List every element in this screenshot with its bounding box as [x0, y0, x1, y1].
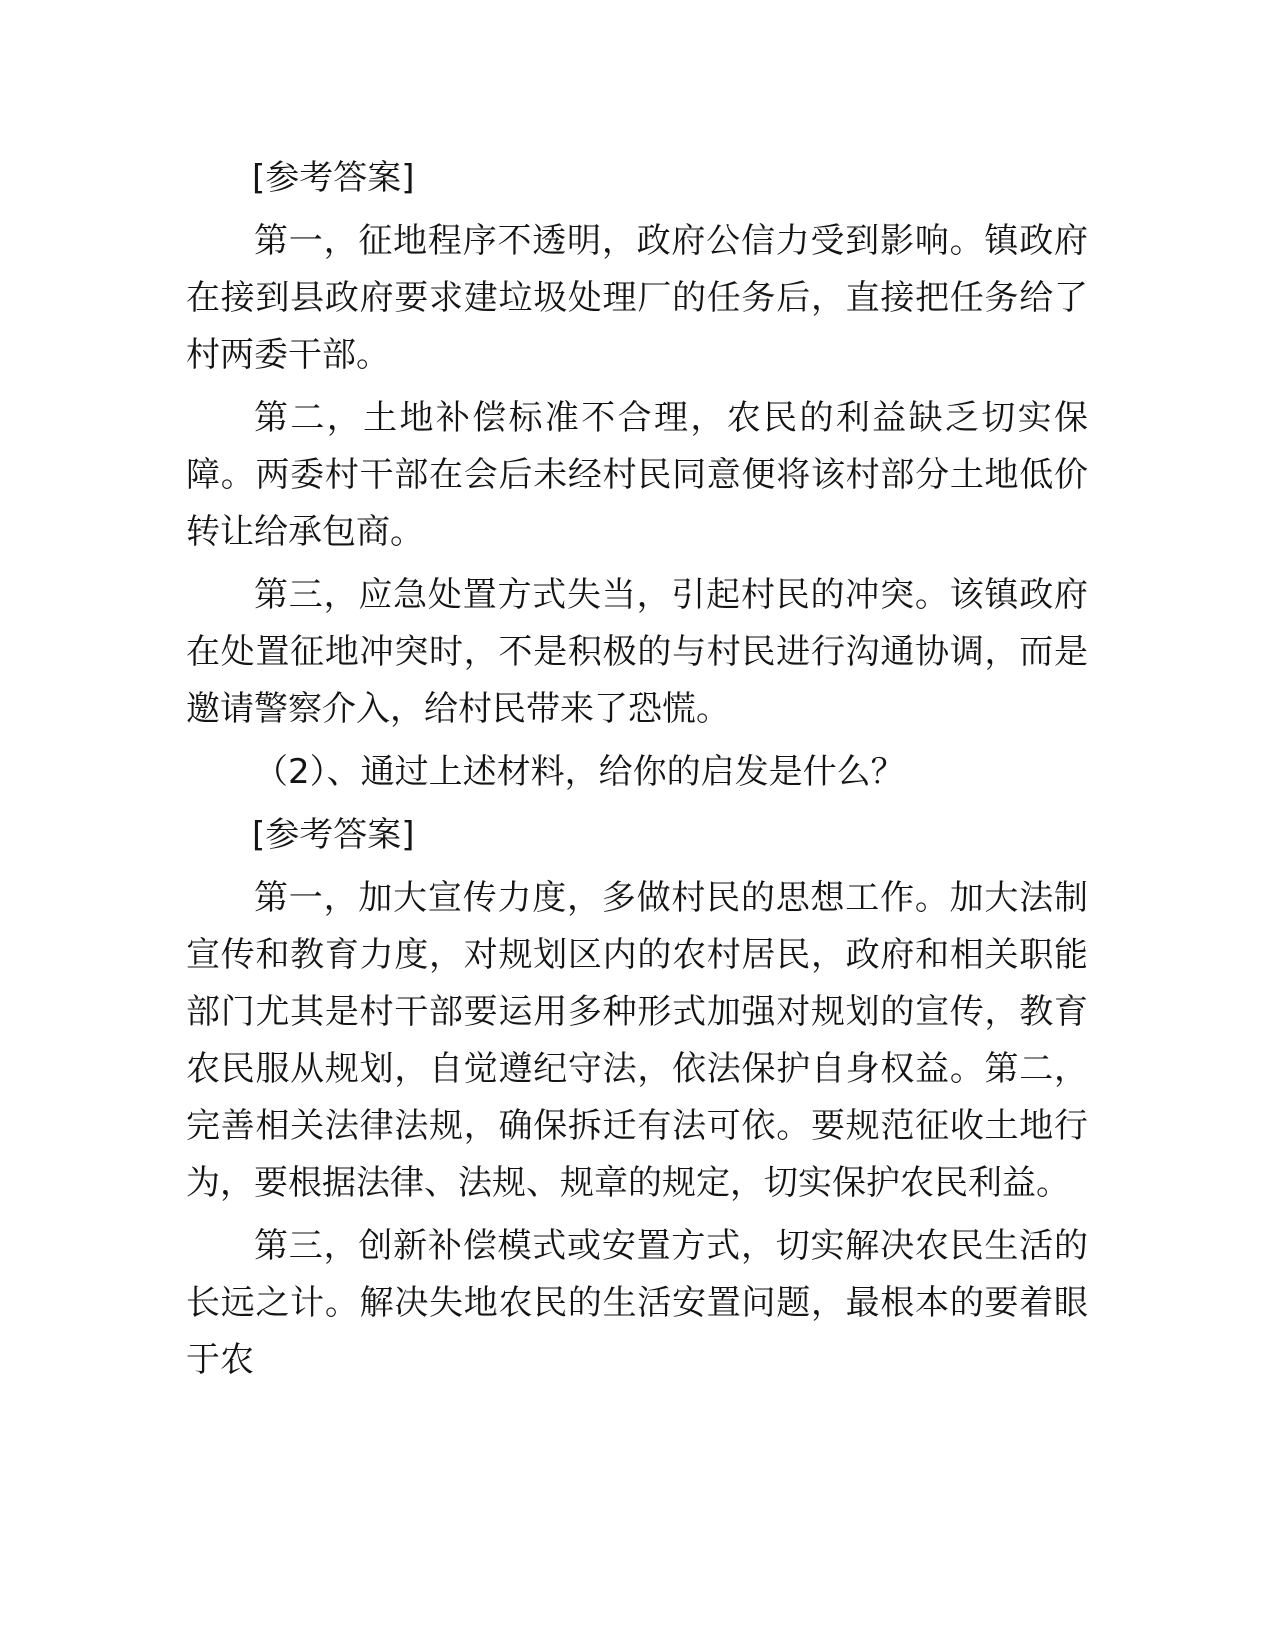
answer-paragraph-first-second: 第一，加大宣传力度，多做村民的思想工作。加大法制宣传和教育力度，对规划区内的农村居民，政府和相关职能部门尤其是村干部要运用多种形式加强对规划的宣传，教育农民服从规划，自觉遵纪守法，依法保护自身权益。第二，完善相关法律法规，确保拆迁有法可依。要规范征收土地行为，要根据法律、法规、规章的规定，切实保护农民利益。 [186, 878, 1088, 1203]
answer-paragraph-first: 第一，征地程序不透明，政府公信力受到影响。镇政府在接到县政府要求建垃圾处理厂的任务后，直接把任务给了村两委干部。 [186, 221, 1088, 375]
question-heading: （2）、通过上述材料，给你的启发是什么？ [254, 752, 905, 792]
answer-paragraph-third-partial: 第三，创新补偿模式或安置方式，切实解决农民生活的长远之计。解决失地农民的生活安置问题，最根本的要着眼于农 [186, 1226, 1088, 1380]
document-body [186, 150, 1088, 1395]
answer-paragraph-third: 第三，应急处置方式失当，引起村民的冲突。该镇政府在处置征地冲突时，不是积极的与村民进行沟通协调，而是邀请警察介入，给村民带来了恐慌。 [186, 575, 1088, 729]
answer-paragraph-second: 第二，土地补偿标准不合理，农民的利益缺乏切实保障。两委村干部在会后未经村民同意便将该村部分土地低价转让给承包商。 [186, 398, 1088, 552]
reference-answer-label: [参考答案] [252, 815, 415, 855]
reference-answer-label: [参考答案] [252, 158, 415, 198]
